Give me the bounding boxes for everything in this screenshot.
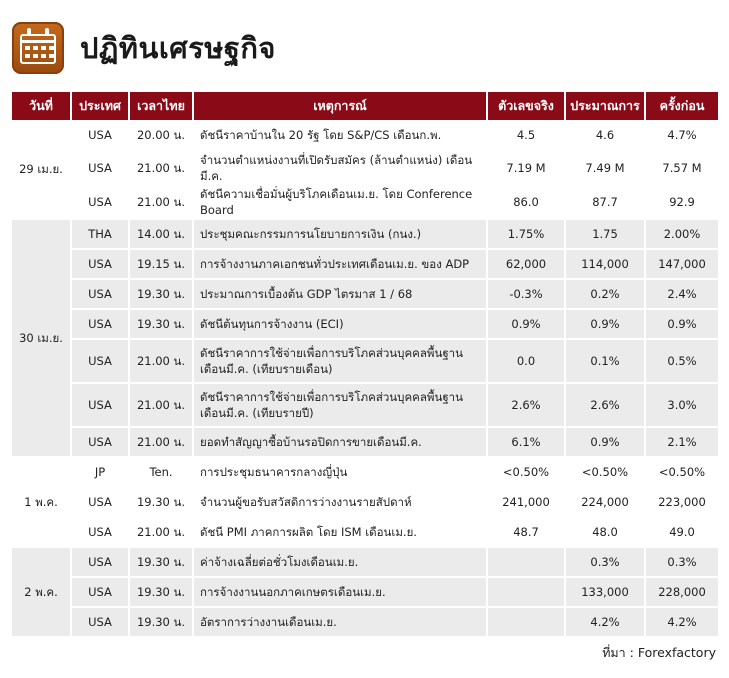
economic-calendar-table: [12, 92, 718, 636]
event-cell: การประชุมธนาคารกลางญี่ปุ่น: [194, 456, 488, 486]
time-cell: 19.30 น.: [130, 486, 194, 516]
country-cell: USA: [72, 248, 130, 278]
forecast-cell: 114,000: [566, 248, 646, 278]
time-cell: Ten.: [130, 456, 194, 486]
forecast-cell: 133,000: [566, 576, 646, 606]
previous-cell: 4.7%: [646, 120, 718, 150]
table-row: [12, 516, 718, 546]
header-previous: ครั้งก่อน: [646, 92, 718, 120]
table-row: [12, 338, 718, 382]
forecast-cell: 4.6: [566, 120, 646, 150]
forecast-cell: 0.9%: [566, 426, 646, 456]
table-row: [12, 308, 718, 338]
forecast-cell: 48.0: [566, 516, 646, 546]
event-cell: ค่าจ้างเฉลี่ยต่อชั่วโมงเดือนเม.ย.: [194, 546, 488, 576]
actual-cell: 6.1%: [488, 426, 566, 456]
time-cell: 14.00 น.: [130, 218, 194, 248]
country-cell: USA: [72, 426, 130, 456]
actual-cell: 62,000: [488, 248, 566, 278]
forecast-cell: 4.2%: [566, 606, 646, 636]
header-country: ประเทศ: [72, 92, 130, 120]
country-cell: USA: [72, 184, 130, 218]
table-row: [12, 576, 718, 606]
time-cell: 19.30 น.: [130, 308, 194, 338]
actual-cell: 7.19 M: [488, 150, 566, 184]
time-cell: 21.00 น.: [130, 150, 194, 184]
actual-cell: [488, 606, 566, 636]
table-row: [12, 120, 718, 150]
event-cell: ยอดทำสัญญาซื้อบ้านรอปิดการขายเดือนมี.ค.: [194, 426, 488, 456]
event-cell: การจ้างงานนอกภาคเกษตรเดือนเม.ย.: [194, 576, 488, 606]
previous-cell: 92.9: [646, 184, 718, 218]
previous-cell: 223,000: [646, 486, 718, 516]
forecast-cell: 0.9%: [566, 308, 646, 338]
event-cell: จำนวนตำแหน่งงานที่เปิดรับสมัคร (ล้านตำแหน่ง) เดือนมี.ค.: [194, 150, 488, 184]
previous-cell: 7.57 M: [646, 150, 718, 184]
date-cell: 30 เม.ย.: [12, 218, 72, 456]
time-cell: 20.00 น.: [130, 120, 194, 150]
country-cell: USA: [72, 606, 130, 636]
event-cell: ดัชนีต้นทุนการจ้างงาน (ECI): [194, 308, 488, 338]
country-cell: USA: [72, 486, 130, 516]
date-cell: 2 พ.ค.: [12, 546, 72, 636]
calendar-icon: [12, 22, 64, 74]
time-cell: 21.00 น.: [130, 426, 194, 456]
forecast-cell: 0.3%: [566, 546, 646, 576]
previous-cell: 4.2%: [646, 606, 718, 636]
actual-cell: -0.3%: [488, 278, 566, 308]
table-header-row: [12, 92, 718, 120]
previous-cell: 49.0: [646, 516, 718, 546]
table-row: [12, 426, 718, 456]
previous-cell: 2.4%: [646, 278, 718, 308]
time-cell: 21.00 น.: [130, 184, 194, 218]
country-cell: USA: [72, 338, 130, 382]
event-cell: ดัชนีราคาการใช้จ่ายเพื่อการบริโภคส่วนบุคคลพื้นฐาน เดือนมี.ค. (เทียบรายปี): [194, 382, 488, 426]
event-cell: อัตราการว่างงานเดือนเม.ย.: [194, 606, 488, 636]
forecast-cell: 0.2%: [566, 278, 646, 308]
event-cell: จำนวนผู้ขอรับสวัสดิการว่างงานรายสัปดาห์: [194, 486, 488, 516]
forecast-cell: 1.75: [566, 218, 646, 248]
country-cell: JP: [72, 456, 130, 486]
header-date: วันที่: [12, 92, 72, 120]
previous-cell: 2.00%: [646, 218, 718, 248]
source-note: ที่มา : Forexfactory: [602, 645, 716, 660]
actual-cell: 0.0: [488, 338, 566, 382]
table-row: [12, 218, 718, 248]
previous-cell: 0.3%: [646, 546, 718, 576]
table-row: [12, 382, 718, 426]
header-forecast: ประมาณการ: [566, 92, 646, 120]
country-cell: USA: [72, 576, 130, 606]
forecast-cell: 7.49 M: [566, 150, 646, 184]
previous-cell: 3.0%: [646, 382, 718, 426]
time-cell: 19.30 น.: [130, 576, 194, 606]
previous-cell: 0.5%: [646, 338, 718, 382]
actual-cell: 1.75%: [488, 218, 566, 248]
header-event: เหตุการณ์: [194, 92, 488, 120]
forecast-cell: 2.6%: [566, 382, 646, 426]
date-cell: 29 เม.ย.: [12, 120, 72, 218]
event-cell: ประมาณการเบื้องต้น GDP ไตรมาส 1 / 68: [194, 278, 488, 308]
previous-cell: 147,000: [646, 248, 718, 278]
event-cell: การจ้างงานภาคเอกชนทั่วประเทศเดือนเม.ย. ของ ADP: [194, 248, 488, 278]
forecast-cell: 224,000: [566, 486, 646, 516]
page-title: ปฏิทินเศรษฐกิจ: [80, 31, 276, 65]
actual-cell: <0.50%: [488, 456, 566, 486]
actual-cell: 0.9%: [488, 308, 566, 338]
header-time: เวลาไทย: [130, 92, 194, 120]
country-cell: USA: [72, 120, 130, 150]
forecast-cell: <0.50%: [566, 456, 646, 486]
actual-cell: 86.0: [488, 184, 566, 218]
time-cell: 21.00 น.: [130, 382, 194, 426]
table-row: [12, 184, 718, 218]
event-cell: ดัชนีราคาการใช้จ่ายเพื่อการบริโภคส่วนบุคคลพื้นฐาน เดือนมี.ค. (เทียบรายเดือน): [194, 338, 488, 382]
actual-cell: 4.5: [488, 120, 566, 150]
time-cell: 19.15 น.: [130, 248, 194, 278]
country-cell: THA: [72, 218, 130, 248]
actual-cell: [488, 546, 566, 576]
event-cell: ดัชนีความเชื่อมั่นผู้บริโภคเดือนเม.ย. โดย Conference Board: [194, 184, 488, 218]
country-cell: USA: [72, 546, 130, 576]
country-cell: USA: [72, 382, 130, 426]
actual-cell: 2.6%: [488, 382, 566, 426]
country-cell: USA: [72, 278, 130, 308]
time-cell: 19.30 น.: [130, 546, 194, 576]
country-cell: USA: [72, 308, 130, 338]
actual-cell: [488, 576, 566, 606]
actual-cell: 48.7: [488, 516, 566, 546]
table-row: [12, 606, 718, 636]
date-cell: 1 พ.ค.: [12, 456, 72, 546]
event-cell: ประชุมคณะกรรมการนโยบายการเงิน (กนง.): [194, 218, 488, 248]
table-row: [12, 486, 718, 516]
table-row: [12, 278, 718, 308]
table-row: [12, 150, 718, 184]
header-actual: ตัวเลขจริง: [488, 92, 566, 120]
header: [12, 20, 276, 76]
table-row: [12, 248, 718, 278]
time-cell: 19.30 น.: [130, 278, 194, 308]
table-row: [12, 546, 718, 576]
forecast-cell: 0.1%: [566, 338, 646, 382]
time-cell: 19.30 น.: [130, 606, 194, 636]
event-cell: ดัชนี PMI ภาคการผลิต โดย ISM เดือนเม.ย.: [194, 516, 488, 546]
time-cell: 21.00 น.: [130, 338, 194, 382]
previous-cell: 0.9%: [646, 308, 718, 338]
time-cell: 21.00 น.: [130, 516, 194, 546]
country-cell: USA: [72, 150, 130, 184]
previous-cell: <0.50%: [646, 456, 718, 486]
previous-cell: 2.1%: [646, 426, 718, 456]
table-row: [12, 456, 718, 486]
country-cell: USA: [72, 516, 130, 546]
previous-cell: 228,000: [646, 576, 718, 606]
forecast-cell: 87.7: [566, 184, 646, 218]
event-cell: ดัชนีราคาบ้านใน 20 รัฐ โดย S&P/CS เดือนก.พ.: [194, 120, 488, 150]
actual-cell: 241,000: [488, 486, 566, 516]
